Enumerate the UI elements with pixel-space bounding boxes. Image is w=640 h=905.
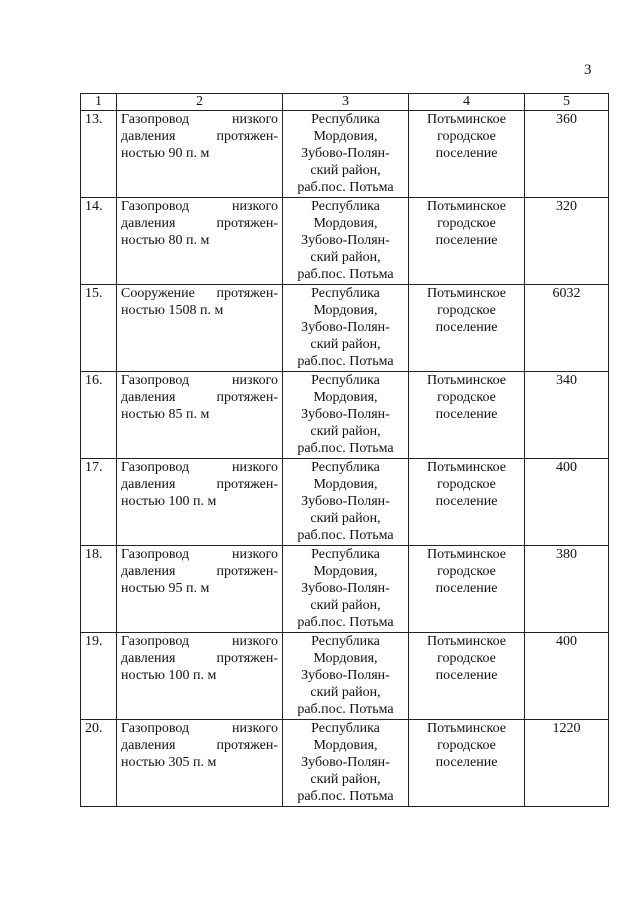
address-line: Республика — [311, 547, 380, 562]
settlement — [409, 285, 525, 372]
settlement-line: поселение — [435, 320, 498, 335]
object-value: 6032 — [525, 285, 609, 372]
address-line: ский район, — [310, 424, 381, 439]
settlement-line: городское — [437, 390, 496, 405]
settlement — [409, 198, 525, 285]
settlement-line: Потьминское — [427, 373, 506, 388]
settlement — [409, 111, 525, 198]
column-header: 2 — [117, 94, 283, 111]
address-line: ский район, — [310, 337, 381, 352]
address-line: ский район, — [310, 598, 381, 613]
row-number: 16. — [81, 372, 117, 459]
address-line: ский район, — [310, 163, 381, 178]
object-address — [283, 546, 409, 633]
settlement-line: поселение — [435, 146, 498, 161]
address-line: раб.пос. Потьма — [297, 789, 394, 804]
address-line: Зубово-Полян- — [301, 407, 390, 422]
name-line: давления протяжен- — [121, 477, 278, 492]
address-line: Республика — [311, 112, 380, 127]
name-line: Газопровод низкого — [121, 373, 278, 388]
name-line: давления протяжен- — [121, 390, 278, 405]
name-line: Сооружение протяжен- — [121, 286, 278, 301]
object-address — [283, 459, 409, 546]
settlement-line: поселение — [435, 494, 498, 509]
settlement-line: Потьминское — [427, 547, 506, 562]
name-line: Газопровод низкого — [121, 460, 278, 475]
name-line: Газопровод низкого — [121, 112, 278, 127]
address-line: Мордовия, — [313, 129, 378, 144]
name-line: Газопровод низкого — [121, 547, 278, 562]
address-line: Мордовия, — [313, 303, 378, 318]
name-line: ностью 80 п. м — [121, 233, 210, 248]
object-address — [283, 372, 409, 459]
address-line: Мордовия, — [313, 738, 378, 753]
settlement-line: поселение — [435, 233, 498, 248]
settlement-line: поселение — [435, 668, 498, 683]
name-line: Газопровод низкого — [121, 199, 278, 214]
address-line: Зубово-Полян- — [301, 146, 390, 161]
settlement — [409, 720, 525, 807]
address-line: ский район, — [310, 511, 381, 526]
object-value: 400 — [525, 633, 609, 720]
settlement-line: поселение — [435, 581, 498, 596]
address-line: Республика — [311, 634, 380, 649]
address-line: раб.пос. Потьма — [297, 615, 394, 630]
object-name — [117, 720, 283, 807]
settlement-line: городское — [437, 738, 496, 753]
address-line: Республика — [311, 199, 380, 214]
table-row — [81, 633, 609, 720]
settlement-line: городское — [437, 564, 496, 579]
object-value: 1220 — [525, 720, 609, 807]
object-name — [117, 633, 283, 720]
name-line: ностью 100 п. м — [121, 668, 217, 683]
name-line: ностью 100 п. м — [121, 494, 217, 509]
object-name — [117, 111, 283, 198]
address-line: Республика — [311, 460, 380, 475]
address-line: Республика — [311, 286, 380, 301]
object-name — [117, 198, 283, 285]
table-row — [81, 459, 609, 546]
address-line: раб.пос. Потьма — [297, 354, 394, 369]
settlement-line: городское — [437, 216, 496, 231]
settlement-line: городское — [437, 477, 496, 492]
name-line: ностью 1508 п. м — [121, 303, 224, 318]
row-number: 15. — [81, 285, 117, 372]
object-value: 400 — [525, 459, 609, 546]
settlement-line: поселение — [435, 755, 498, 770]
address-line: Зубово-Полян- — [301, 494, 390, 509]
object-name — [117, 372, 283, 459]
table-row — [81, 198, 609, 285]
address-line: Зубово-Полян- — [301, 233, 390, 248]
address-line: ский район, — [310, 250, 381, 265]
address-line: Мордовия, — [313, 651, 378, 666]
address-line: Республика — [311, 721, 380, 736]
object-name — [117, 285, 283, 372]
address-line: Зубово-Полян- — [301, 668, 390, 683]
address-line: раб.пос. Потьма — [297, 267, 394, 282]
settlement-line: Потьминское — [427, 199, 506, 214]
address-line: ский район, — [310, 772, 381, 787]
column-header: 3 — [283, 94, 409, 111]
object-value: 360 — [525, 111, 609, 198]
address-line: Зубово-Полян- — [301, 320, 390, 335]
object-address — [283, 633, 409, 720]
address-line: раб.пос. Потьма — [297, 180, 394, 195]
table-row — [81, 720, 609, 807]
name-line: давления протяжен- — [121, 216, 278, 231]
row-number: 13. — [81, 111, 117, 198]
settlement-line: городское — [437, 651, 496, 666]
settlement-line: городское — [437, 129, 496, 144]
settlement — [409, 372, 525, 459]
name-line: ностью 95 п. м — [121, 581, 210, 596]
address-line: Мордовия, — [313, 564, 378, 579]
name-line: Газопровод низкого — [121, 721, 278, 736]
address-line: ский район, — [310, 685, 381, 700]
table-header-row — [81, 94, 609, 111]
address-line: Зубово-Полян- — [301, 755, 390, 770]
object-name — [117, 546, 283, 633]
settlement — [409, 546, 525, 633]
settlement-line: Потьминское — [427, 460, 506, 475]
name-line: давления протяжен- — [121, 564, 278, 579]
row-number: 14. — [81, 198, 117, 285]
name-line: ностью 305 п. м — [121, 755, 217, 770]
object-value: 380 — [525, 546, 609, 633]
address-line: Мордовия, — [313, 390, 378, 405]
address-line: Республика — [311, 373, 380, 388]
table-row — [81, 546, 609, 633]
object-address — [283, 111, 409, 198]
row-number: 18. — [81, 546, 117, 633]
name-line: давления протяжен- — [121, 738, 278, 753]
row-number: 20. — [81, 720, 117, 807]
object-value: 340 — [525, 372, 609, 459]
settlement-line: Потьминское — [427, 286, 506, 301]
settlement-line: Потьминское — [427, 112, 506, 127]
page-number: 3 — [584, 62, 592, 78]
address-line: раб.пос. Потьма — [297, 528, 394, 543]
column-header: 4 — [409, 94, 525, 111]
name-line: давления протяжен- — [121, 651, 278, 666]
table-row — [81, 111, 609, 198]
address-line: раб.пос. Потьма — [297, 441, 394, 456]
address-line: Мордовия, — [313, 216, 378, 231]
name-line: ностью 90 п. м — [121, 146, 210, 161]
settlement-line: Потьминское — [427, 634, 506, 649]
settlement-line: поселение — [435, 407, 498, 422]
object-address — [283, 198, 409, 285]
property-table — [80, 93, 609, 807]
table-row — [81, 372, 609, 459]
row-number: 17. — [81, 459, 117, 546]
object-address — [283, 720, 409, 807]
name-line: давления протяжен- — [121, 129, 278, 144]
settlement — [409, 459, 525, 546]
name-line: ностью 85 п. м — [121, 407, 210, 422]
settlement — [409, 633, 525, 720]
address-line: раб.пос. Потьма — [297, 702, 394, 717]
column-header: 1 — [81, 94, 117, 111]
address-line: Мордовия, — [313, 477, 378, 492]
name-line: Газопровод низкого — [121, 634, 278, 649]
object-address — [283, 285, 409, 372]
object-name — [117, 459, 283, 546]
column-header: 5 — [525, 94, 609, 111]
settlement-line: Потьминское — [427, 721, 506, 736]
table-row — [81, 285, 609, 372]
address-line: Зубово-Полян- — [301, 581, 390, 596]
row-number: 19. — [81, 633, 117, 720]
settlement-line: городское — [437, 303, 496, 318]
object-value: 320 — [525, 198, 609, 285]
